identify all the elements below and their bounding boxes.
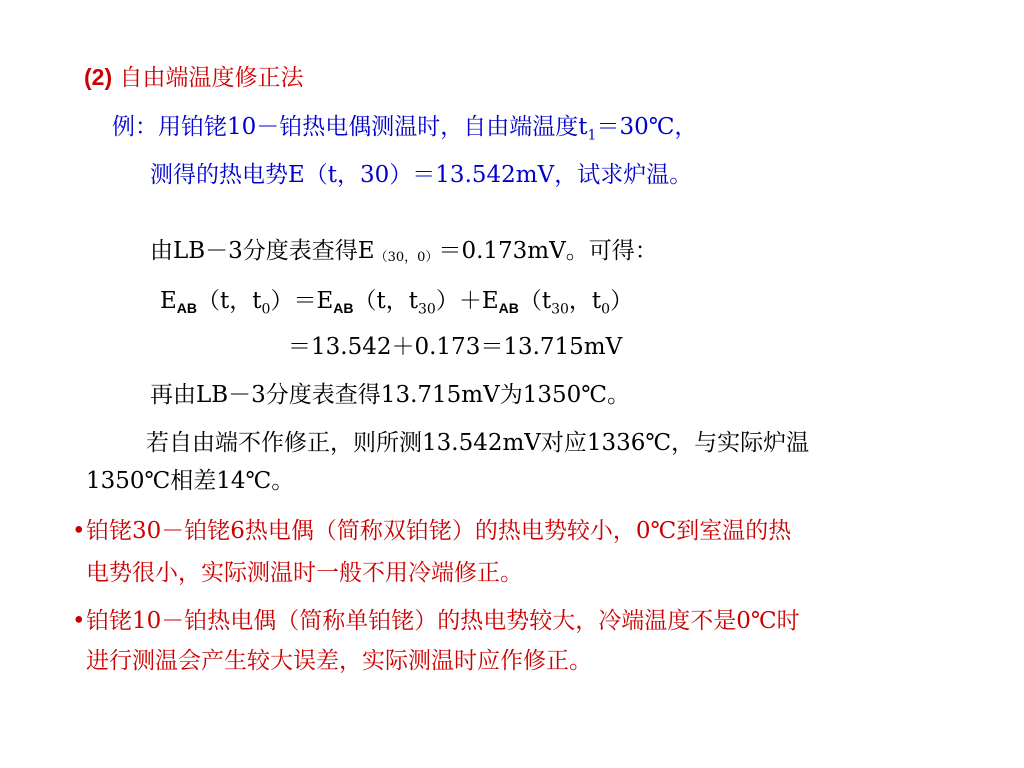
bullet-1-line-2: 电势很小，实际测温时一般不用冷端修正。 [86, 560, 523, 586]
eq-p3s: 30 [551, 301, 569, 318]
solution-1a: 由LB－3分度表查得E [150, 238, 375, 264]
bullet-2-text: 铂铑10－铂热电偶（简称单铂铑）的热电势较大，冷端温度不是0℃时 [86, 608, 800, 634]
section-heading [84, 62, 303, 93]
section-title: 自由端温度修正法 [119, 65, 304, 91]
solution-line-5: 1350℃相差14℃。 [86, 468, 295, 494]
bullet-marker: • [72, 608, 86, 634]
bullet-1-line-1 [72, 516, 791, 546]
eq-ab1: AB [176, 300, 198, 316]
solution-line-3: 再由LB－3分度表查得13.715mV为1350℃。 [150, 382, 630, 408]
solution-1b: ＝0.173mV。可得： [438, 238, 658, 264]
eq-p1a: （t，t [197, 288, 262, 314]
eq-e1: E [160, 288, 177, 314]
eq-p3s2: 0 [601, 301, 611, 318]
example-text-1a: 用铂铑10－铂热电偶测温时，自由端温度t [158, 114, 588, 140]
example-line-2: 测得的热电势E（t，30）＝13.542mV，试求炉温。 [150, 162, 693, 188]
example-line-1 [112, 112, 697, 142]
eq-p2a: （t，t [353, 288, 418, 314]
bullet-2-line-2: 进行测温会产生较大误差，实际测温时应作修正。 [86, 648, 592, 674]
eq-p3c: ） [610, 288, 634, 314]
section-number: (2) [84, 64, 113, 90]
solution-1-subscript: （30，0） [374, 250, 439, 265]
equation-line-2: ＝13.542＋0.173＝13.715mV [288, 334, 623, 360]
eq-ab2: AB [333, 300, 354, 316]
eq-p2s: 30 [417, 301, 436, 318]
equation-line-1 [160, 286, 633, 316]
example-text-1b: ＝30℃， [596, 114, 698, 140]
eq-p3b: ，t [568, 288, 602, 314]
eq-p1s: 0 [261, 301, 271, 318]
eq-ab3: AB [498, 300, 519, 316]
bullet-marker: • [72, 518, 86, 544]
example-subscript: 1 [587, 127, 597, 144]
bullet-2-line-1 [72, 606, 800, 636]
solution-line-1 [150, 236, 658, 273]
eq-p2b: ）＋E [435, 288, 499, 314]
bullet-1-text: 铂铑30－铂铑6热电偶（简称双铂铑）的热电势较小，0℃到室温的热 [86, 518, 792, 544]
eq-p1b: ）＝E [270, 288, 334, 314]
example-label: 例： [112, 114, 158, 140]
solution-line-4: 若自由端不作修正，则所测13.542mV对应1336℃，与实际炉温 [146, 430, 810, 456]
eq-p3a: （t [518, 288, 552, 314]
